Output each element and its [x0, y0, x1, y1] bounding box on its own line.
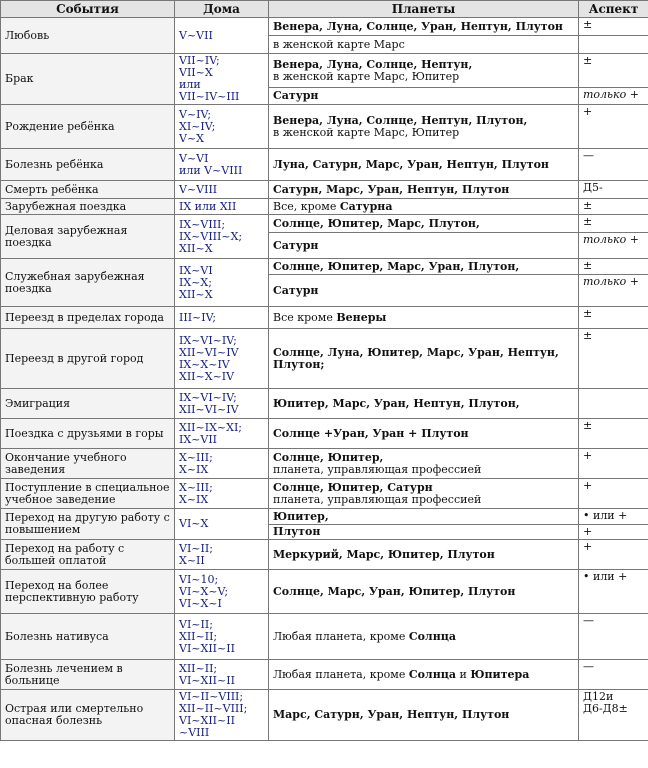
aspect: только + — [579, 233, 648, 259]
aspect: ± — [579, 215, 648, 233]
header-aspect: Аспект — [579, 1, 648, 18]
planets: Юпитер, Марс, Уран, Нептун, Плутон, — [269, 389, 579, 419]
event: Переход на более перспективную работу — [1, 570, 175, 614]
planets: Сатурн — [269, 275, 579, 307]
houses: VI~X — [175, 509, 269, 540]
event: Поездка с друзьями в горы — [1, 419, 175, 449]
planets: Меркурий, Марс, Юпитер, Плутон — [269, 540, 579, 570]
planets: Все, кроме Сатурна — [269, 199, 579, 215]
event: Деловая зарубежная поездка — [1, 215, 175, 259]
event: Любовь — [1, 18, 175, 54]
planets: в женской карте Марс — [269, 36, 579, 54]
event: Болезнь лечением в больнице — [1, 660, 175, 690]
houses: III~IV; — [175, 307, 269, 329]
planets: Солнце, Луна, Юпитер, Марс, Уран, Нептун, Плутон; — [269, 329, 579, 389]
event: Болезнь ребёнка — [1, 149, 175, 181]
aspect: + — [579, 525, 648, 540]
event: Поступление в специальное учебное заведение — [1, 479, 175, 509]
planets: Венера, Луна, Солнце, Нептун, Плутон, в женской карте Марс, Юпитер — [269, 105, 579, 149]
header-houses: Дома — [175, 1, 269, 18]
aspect: + — [579, 105, 648, 149]
planets: Сатурн, Марс, Уран, Нептун, Плутон — [269, 181, 579, 199]
aspect: + — [579, 479, 648, 509]
houses: VI~II; XII~II; VI~XII~II — [175, 614, 269, 660]
event: Переезд в пределах города — [1, 307, 175, 329]
aspect: ± — [579, 259, 648, 275]
aspect: ± — [579, 199, 648, 215]
planets: Солнце, Марс, Уран, Юпитер, Плутон — [269, 570, 579, 614]
event: Острая или смертельно опасная болезнь — [1, 690, 175, 741]
planets: Плутон — [269, 525, 579, 540]
planets: Сатурн — [269, 88, 579, 105]
aspect: • или + — [579, 570, 648, 614]
houses: XII~IX~XI; IX~VII — [175, 419, 269, 449]
planets: Любая планета, кроме Солнца — [269, 614, 579, 660]
aspect: ± — [579, 419, 648, 449]
event: Болезнь нативуса — [1, 614, 175, 660]
planets: Солнце, Юпитер, Сатурн планета, управляющая профессией — [269, 479, 579, 509]
houses: IX~VIII; IX~VIII~X; XII~X — [175, 215, 269, 259]
aspect — [579, 36, 648, 54]
aspect: только + — [579, 275, 648, 307]
houses: VI~10; VI~X~V; VI~X~I — [175, 570, 269, 614]
event: Смерть ребёнка — [1, 181, 175, 199]
aspect: ± — [579, 54, 648, 88]
houses: V~VI или V~VIII — [175, 149, 269, 181]
houses: IX~VI IX~X; XII~X — [175, 259, 269, 307]
aspect: + — [579, 540, 648, 570]
aspect: Д12и Д6-Д8± — [579, 690, 648, 741]
event: Переезд в другой город — [1, 329, 175, 389]
houses: V~VII — [175, 18, 269, 54]
header-event: События — [1, 1, 175, 18]
aspect: только + — [579, 88, 648, 105]
event: Окончание учебного заведения — [1, 449, 175, 479]
event: Рождение ребёнка — [1, 105, 175, 149]
houses: IX~VI~IV; XII~VI~IV IX~X~IV XII~X~IV — [175, 329, 269, 389]
planets: Луна, Сатурн, Марс, Уран, Нептун, Плутон — [269, 149, 579, 181]
planets: Венера, Луна, Солнце, Нептун, в женской карте Марс, Юпитер — [269, 54, 579, 88]
houses: XII~II; VI~XII~II — [175, 660, 269, 690]
planets: Солнце, Юпитер, планета, управляющая профессией — [269, 449, 579, 479]
houses: X~III; X~IX — [175, 479, 269, 509]
aspect: Д5- — [579, 181, 648, 199]
event: Брак — [1, 54, 175, 105]
houses: VII~IV; VII~X или VII~IV~III — [175, 54, 269, 105]
houses: IX~VI~IV; XII~VI~IV — [175, 389, 269, 419]
planets: Все кроме Венеры — [269, 307, 579, 329]
houses: V~IV; XI~IV; V~X — [175, 105, 269, 149]
event: Зарубежная поездка — [1, 199, 175, 215]
aspect: — — [579, 660, 648, 690]
aspect: — — [579, 149, 648, 181]
houses: V~VIII — [175, 181, 269, 199]
planets: Марс, Сатурн, Уран, Нептун, Плутон — [269, 690, 579, 741]
houses: X~III; X~IX — [175, 449, 269, 479]
aspect: ± — [579, 18, 648, 36]
header-planets: Планеты — [269, 1, 579, 18]
planets: Солнце +Уран, Уран + Плутон — [269, 419, 579, 449]
aspect: — — [579, 614, 648, 660]
planets: Солнце, Юпитер, Марс, Уран, Плутон, — [269, 259, 579, 275]
aspect: ± — [579, 307, 648, 329]
houses: IX или XII — [175, 199, 269, 215]
planets: Любая планета, кроме Солнца и Юпитера — [269, 660, 579, 690]
planets: Венера, Луна, Солнце, Уран, Нептун, Плутон — [269, 18, 579, 36]
planets: Сатурн — [269, 233, 579, 259]
event: Служебная зарубежная поездка — [1, 259, 175, 307]
planets: Солнце, Юпитер, Марс, Плутон, — [269, 215, 579, 233]
aspect — [579, 389, 648, 419]
houses: VI~II; X~II — [175, 540, 269, 570]
event: Эмиграция — [1, 389, 175, 419]
houses: VI~II~VIII; XII~II~VIII; VI~XII~II ~VIII — [175, 690, 269, 741]
aspect: ± — [579, 329, 648, 389]
aspect: + — [579, 449, 648, 479]
event: Переход на другую работу с повышением — [1, 509, 175, 540]
aspect: • или + — [579, 509, 648, 525]
event: Переход на работу с большей оплатой — [1, 540, 175, 570]
planets: Юпитер, — [269, 509, 579, 525]
